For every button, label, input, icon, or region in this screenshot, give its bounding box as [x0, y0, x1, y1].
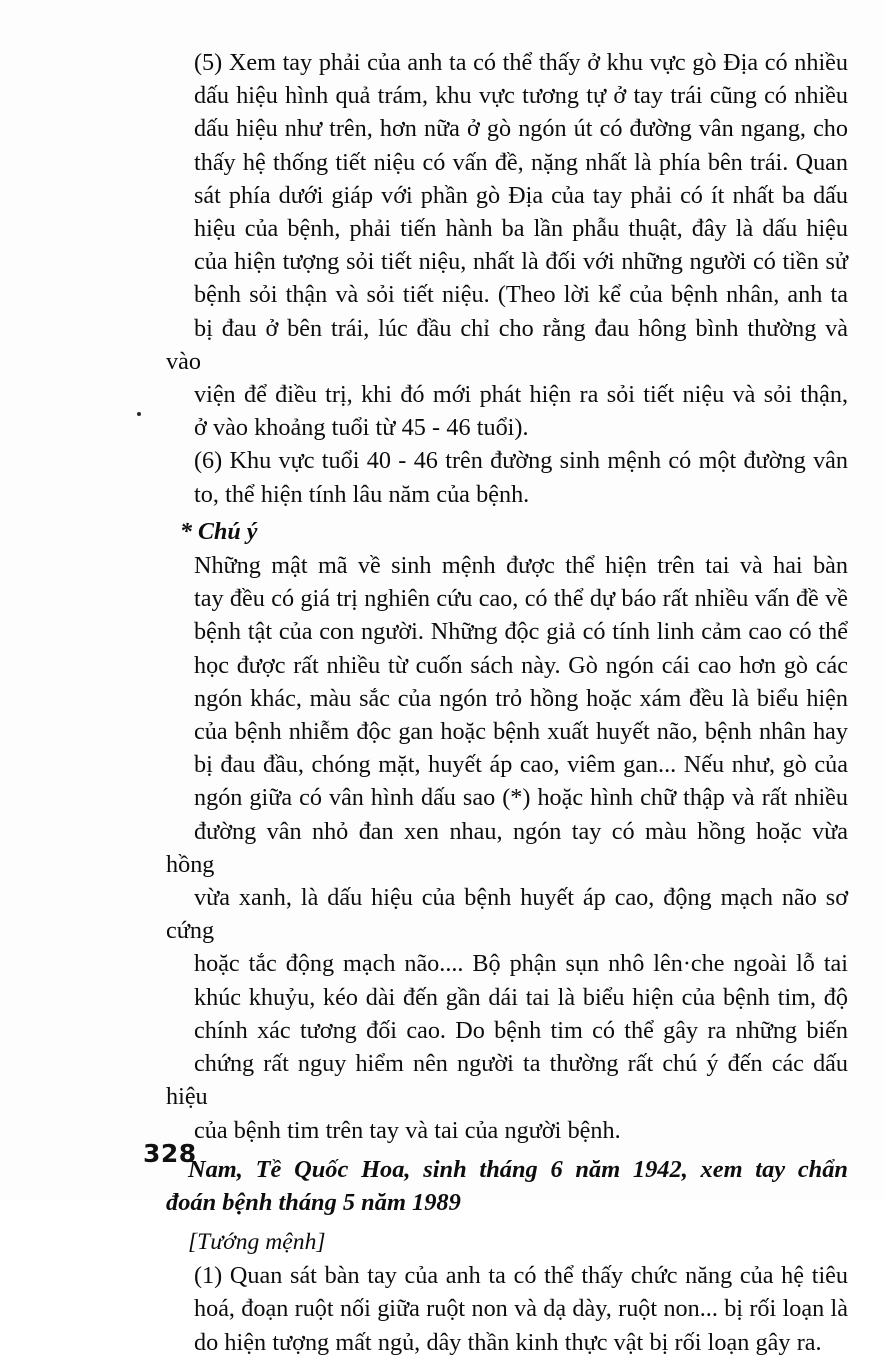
- text-line: sát phía dưới giáp với phần gò Địa của tay phải có ít nhất ba dấu: [194, 181, 848, 209]
- text-line: bệnh tật của con người. Những độc giả có tính linh cảm cao có thể: [194, 618, 848, 646]
- paragraph-6: [166, 444, 848, 510]
- text-line: viện để điều trị, khi đó mới phát hiện ra sỏi tiết niệu và sỏi thận,: [194, 381, 848, 409]
- text-line: ngón khác, màu sắc của ngón trỏ hồng hoặc xám đều là biểu hiện: [194, 684, 848, 712]
- text-line: (1) Quan sát bàn tay của anh ta có thể thấy chức năng của hệ tiêu: [194, 1262, 848, 1290]
- text-line: to, thể hiện tính lâu năm của bệnh.: [194, 480, 530, 508]
- text-line: bị đau đầu, chóng mặt, huyết áp cao, viêm gan... Nếu như, gò của: [194, 751, 848, 779]
- page-text-block: [166, 46, 855, 1359]
- scan-speck-artifact: [137, 412, 141, 416]
- note-paragraph: [166, 549, 855, 1147]
- text-line: đường vân nhỏ đan xen nhau, ngón tay có màu hồng hoặc vừa hồng: [166, 817, 855, 878]
- text-line: bị đau ở bên trái, lúc đầu chỉ cho rằng đau hông bình thường và vào: [166, 314, 855, 375]
- text-line: của bệnh nhiễm độc gan hoặc bệnh xuất huyết não, bệnh nhân hay: [194, 718, 848, 746]
- text-line: tay đều có giá trị nghiên cứu cao, có thể dự báo rất nhiều vấn đề về: [194, 585, 848, 613]
- text-line: đoán bệnh tháng 5 năm 1989: [166, 1189, 461, 1217]
- text-line: dấu hiệu như trên, hơn nữa ở gò ngón út có đường vân ngang, cho: [194, 115, 848, 143]
- text-line: ở vào khoảng tuổi từ 45 - 46 tuổi).: [194, 414, 529, 442]
- text-line: Nam, Tề Quốc Hoa, sinh tháng 6 năm 1942, xem tay chẩn: [188, 1155, 848, 1183]
- text-line: hoá, đoạn ruột nối giữa ruột non và dạ dày, ruột non... bị rối loạn là: [194, 1295, 848, 1323]
- paragraph-5: [166, 46, 855, 444]
- text-line: (6) Khu vực tuổi 40 - 46 trên đường sinh mệnh có một đường vân: [194, 447, 848, 475]
- section-label: [Tướng mệnh]: [188, 1228, 326, 1255]
- text-line: hiệu của bệnh, phải tiến hành ba lần phẫu thuật, đây là dấu hiệu: [194, 215, 848, 243]
- case-heading: [166, 1147, 848, 1220]
- note-heading: * Chú ý: [180, 518, 258, 545]
- text-line: do hiện tượng mất ngủ, dây thần kinh thực vật bị rối loạn gây ra.: [194, 1328, 822, 1356]
- text-line: vừa xanh, là dấu hiệu của bệnh huyết áp cao, động mạch não sơ cứng: [166, 884, 855, 945]
- text-line: ngón giữa có vân hình dấu sao (*) hoặc hình chữ thập và rất nhiều: [194, 784, 848, 812]
- case-paragraph-1: [166, 1259, 848, 1359]
- text-line: của bệnh tim trên tay và tai của người bệnh.: [194, 1116, 621, 1144]
- text-line: chứng rất nguy hiểm nên người ta thường rất chú ý đến các dấu hiệu: [166, 1050, 855, 1111]
- text-line: dấu hiệu hình quả trám, khu vực tương tự ở tay trái cũng có nhiều: [194, 82, 848, 110]
- text-line: Những mật mã về sinh mệnh được thể hiện trên tai và hai bàn: [194, 552, 848, 580]
- page-number: 328: [143, 1139, 197, 1168]
- text-line: học được rất nhiều từ cuốn sách này. Gò ngón cái cao hơn gò các: [194, 651, 848, 679]
- text-line: hoặc tắc động mạch não.... Bộ phận sụn nhô lên·che ngoài lỗ tai: [194, 950, 848, 978]
- text-line: bệnh sỏi thận và sỏi tiết niệu. (Theo lời kể của bệnh nhân, anh ta: [194, 281, 848, 309]
- text-line: của hiện tượng sỏi tiết niệu, nhất là đối với những người có tiền sử: [194, 248, 848, 276]
- text-line: thấy hệ thống tiết niệu có vấn đề, nặng nhất là phía bên trái. Quan: [194, 148, 848, 176]
- text-line: (5) Xem tay phải của anh ta có thể thấy ở khu vực gò Địa có nhiều: [194, 49, 848, 76]
- text-line: chính xác tương đối cao. Do bệnh tim có thể gây ra những biến: [194, 1016, 848, 1044]
- text-line: khúc khuỷu, kéo dài đến gần dái tai là biểu hiện của bệnh tim, độ: [194, 983, 848, 1011]
